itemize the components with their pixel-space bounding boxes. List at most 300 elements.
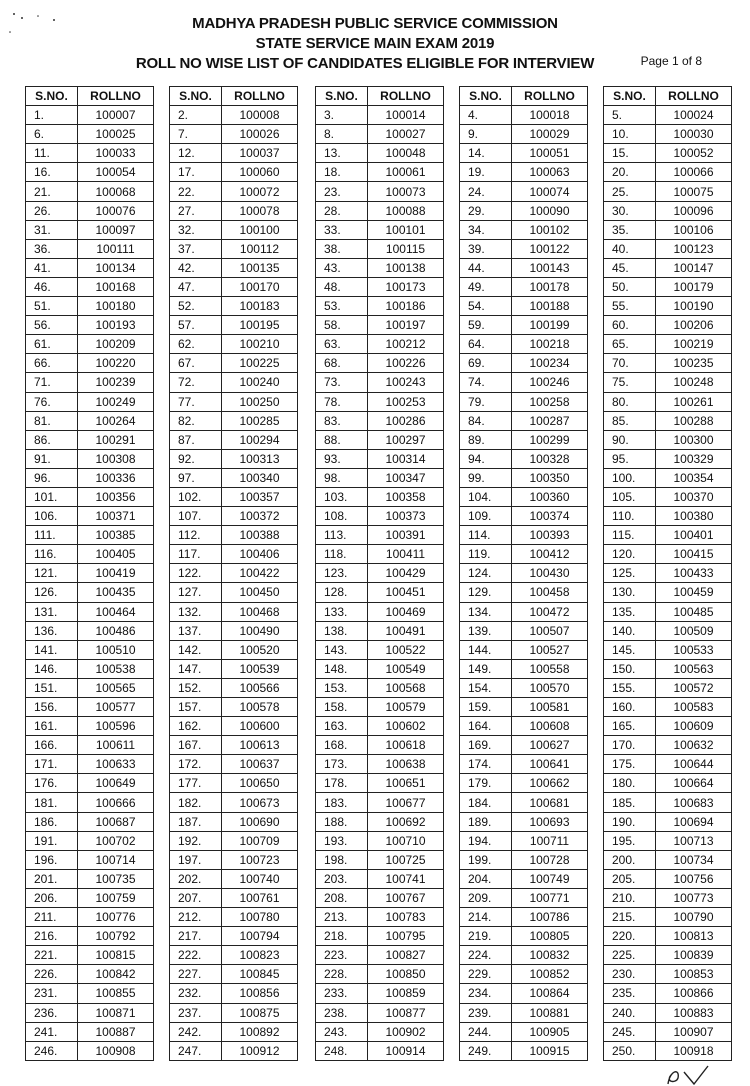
table-row [26,984,154,1003]
rollno-cell: 100490 [222,621,298,640]
table-row [26,297,154,316]
rollno-cell: 100388 [222,526,298,545]
table-row [26,430,154,449]
table-row [604,564,732,583]
rollno-cell: 100450 [222,583,298,602]
sno-cell: 19. [460,163,512,182]
sno-cell: 117. [170,545,222,564]
table-row [170,736,298,755]
table-row [460,736,588,755]
rollno-cell: 100651 [368,774,444,793]
sno-cell: 40. [604,239,656,258]
table-row [604,545,732,564]
table-row [26,908,154,927]
rollno-cell: 100135 [222,258,298,277]
rollno-cell: 100459 [656,583,732,602]
table-row [460,449,588,468]
table-row [460,965,588,984]
sno-cell: 147. [170,659,222,678]
table-row [26,354,154,373]
rollno-cell: 100209 [78,335,154,354]
table-row [26,1003,154,1022]
sno-cell: 60. [604,316,656,335]
sno-cell: 71. [26,373,78,392]
table-row [460,602,588,621]
table-row [316,621,444,640]
sno-cell: 1. [26,106,78,125]
sno-cell: 25. [604,182,656,201]
sno-cell: 101. [26,487,78,506]
sno-cell: 181. [26,793,78,812]
rollno-cell: 100711 [512,831,588,850]
rollno-cell: 100358 [368,487,444,506]
table-row [604,793,732,812]
table-row [316,965,444,984]
sno-cell: 113. [316,526,368,545]
rollno-cell: 100052 [656,144,732,163]
table-row [316,869,444,888]
table-row [316,277,444,296]
table-row [460,297,588,316]
sno-cell: 172. [170,755,222,774]
table-row [26,163,154,182]
rollno-cell: 100522 [368,640,444,659]
sno-cell: 92. [170,449,222,468]
sno-cell: 242. [170,1022,222,1041]
sno-cell: 184. [460,793,512,812]
rollno-cell: 100527 [512,640,588,659]
rollno-cell: 100458 [512,583,588,602]
sno-cell: 239. [460,1003,512,1022]
table-row [604,335,732,354]
table-row [316,736,444,755]
table-row [460,564,588,583]
sno-cell: 126. [26,583,78,602]
table-row [316,297,444,316]
rollno-cell: 100905 [512,1022,588,1041]
rollno-cell: 100235 [656,354,732,373]
sno-cell: 152. [170,678,222,697]
rollno-cell: 100206 [656,316,732,335]
sno-cell: 216. [26,927,78,946]
table-row [170,831,298,850]
sno-cell: 225. [604,946,656,965]
rollno-cell: 100565 [78,678,154,697]
table-row [170,545,298,564]
table-row [26,373,154,392]
sno-cell: 171. [26,755,78,774]
table-row [170,659,298,678]
sno-cell: 150. [604,659,656,678]
table-row [460,144,588,163]
sno-header: S.NO. [604,87,656,106]
table-row [316,640,444,659]
table-row [170,526,298,545]
rollno-header: ROLLNO [512,87,588,106]
rollno-cell: 100908 [78,1041,154,1060]
rollno-cell: 100287 [512,411,588,430]
rollno-cell: 100485 [656,602,732,621]
table-row [316,946,444,965]
rollno-cell: 100186 [368,297,444,316]
sno-cell: 29. [460,201,512,220]
rollno-cell: 100240 [222,373,298,392]
rollno-cell: 100728 [512,850,588,869]
sno-cell: 201. [26,869,78,888]
sno-cell: 55. [604,297,656,316]
sno-cell: 137. [170,621,222,640]
rollno-cell: 100637 [222,755,298,774]
table-row [604,812,732,831]
table-row [316,984,444,1003]
sno-cell: 24. [460,182,512,201]
sno-cell: 59. [460,316,512,335]
sno-cell: 129. [460,583,512,602]
rollno-cell: 100336 [78,468,154,487]
rollno-cell: 100102 [512,220,588,239]
sno-cell: 91. [26,449,78,468]
rollno-cell: 100026 [222,125,298,144]
table-row [316,793,444,812]
table-row [604,125,732,144]
rollno-cell: 100568 [368,678,444,697]
sno-cell: 226. [26,965,78,984]
sno-cell: 178. [316,774,368,793]
sno-cell: 205. [604,869,656,888]
sno-cell: 170. [604,736,656,755]
table-row [26,239,154,258]
table-row [460,946,588,965]
sno-cell: 50. [604,277,656,296]
rollno-cell: 100219 [656,335,732,354]
rollno-cell: 100609 [656,717,732,736]
rollno-cell: 100329 [656,449,732,468]
rollno-cell: 100239 [78,373,154,392]
rollno-cell: 100357 [222,487,298,506]
rollno-cell: 100767 [368,888,444,907]
sno-cell: 84. [460,411,512,430]
table-row [170,927,298,946]
rollno-cell: 100602 [368,717,444,736]
table-row [316,755,444,774]
rollno-cell: 100024 [656,106,732,125]
table-row [460,850,588,869]
rollno-cell: 100644 [656,755,732,774]
rollno-cell: 100258 [512,392,588,411]
rollno-cell: 100197 [368,316,444,335]
rollno-cell: 100815 [78,946,154,965]
sno-cell: 75. [604,373,656,392]
sno-cell: 158. [316,698,368,717]
sno-cell: 165. [604,717,656,736]
table-row [170,621,298,640]
rollno-cell: 100264 [78,411,154,430]
sno-cell: 189. [460,812,512,831]
sno-cell: 175. [604,755,656,774]
sno-cell: 191. [26,831,78,850]
table-row [316,602,444,621]
table-row [460,430,588,449]
sno-cell: 211. [26,908,78,927]
sno-cell: 104. [460,487,512,506]
sno-cell: 33. [316,220,368,239]
rollno-cell: 100776 [78,908,154,927]
sno-cell: 232. [170,984,222,1003]
sno-cell: 200. [604,850,656,869]
table-row [26,793,154,812]
sno-cell: 110. [604,507,656,526]
rollno-cell: 100539 [222,659,298,678]
rollno-cell: 100328 [512,449,588,468]
sno-cell: 16. [26,163,78,182]
rollno-cell: 100850 [368,965,444,984]
rollno-cell: 100308 [78,449,154,468]
sno-cell: 63. [316,335,368,354]
rollno-cell: 100220 [78,354,154,373]
rollno-cell: 100749 [512,869,588,888]
sno-cell: 245. [604,1022,656,1041]
table-row [604,1003,732,1022]
sno-cell: 85. [604,411,656,430]
rollno-cell: 100875 [222,1003,298,1022]
rollno-cell: 100225 [222,354,298,373]
rollno-cell: 100735 [78,869,154,888]
table-row [26,277,154,296]
sno-cell: 159. [460,698,512,717]
table-row [316,392,444,411]
table-row [316,411,444,430]
table-row [26,659,154,678]
rollno-cell: 100291 [78,430,154,449]
sno-cell: 131. [26,602,78,621]
rollno-cell: 100097 [78,220,154,239]
table-row [604,602,732,621]
rollno-cell: 100226 [368,354,444,373]
sno-cell: 66. [26,354,78,373]
rollno-cell: 100234 [512,354,588,373]
rollno-cell: 100243 [368,373,444,392]
table-row [170,430,298,449]
rollno-cell: 100179 [656,277,732,296]
rollno-cell: 100422 [222,564,298,583]
table-row [460,411,588,430]
table-row [460,1003,588,1022]
sno-cell: 162. [170,717,222,736]
sno-cell: 229. [460,965,512,984]
rollno-cell: 100286 [368,411,444,430]
table-row [604,392,732,411]
table-row [170,239,298,258]
sno-cell: 209. [460,888,512,907]
rollno-cell: 100060 [222,163,298,182]
table-row [604,755,732,774]
rollno-header: ROLLNO [222,87,298,106]
rollno-header: ROLLNO [368,87,444,106]
table-row [316,908,444,927]
sno-cell: 76. [26,392,78,411]
table-row [26,220,154,239]
sno-cell: 38. [316,239,368,258]
sno-cell: 14. [460,144,512,163]
table-row [170,678,298,697]
table-row [460,468,588,487]
sno-cell: 36. [26,239,78,258]
sno-cell: 111. [26,526,78,545]
table-row [460,698,588,717]
rollno-cell: 100027 [368,125,444,144]
rollno-cell: 100871 [78,1003,154,1022]
sno-cell: 248. [316,1041,368,1060]
signature-mark [650,1062,730,1086]
table-row [460,755,588,774]
sno-cell: 244. [460,1022,512,1041]
sno-cell: 236. [26,1003,78,1022]
rollno-cell: 100180 [78,297,154,316]
sno-header: S.NO. [26,87,78,106]
table-row [604,927,732,946]
sno-cell: 3. [316,106,368,125]
sno-cell: 69. [460,354,512,373]
sno-header: S.NO. [460,87,512,106]
sno-cell: 68. [316,354,368,373]
table-row [170,468,298,487]
roll-table [603,86,732,1061]
rollno-cell: 100195 [222,316,298,335]
rollno-cell: 100030 [656,125,732,144]
sno-cell: 109. [460,507,512,526]
rollno-cell: 100063 [512,163,588,182]
sno-cell: 207. [170,888,222,907]
sno-cell: 141. [26,640,78,659]
table-row [170,965,298,984]
rollno-cell: 100740 [222,869,298,888]
rollno-cell: 100725 [368,850,444,869]
sno-cell: 2. [170,106,222,125]
rollno-cell: 100902 [368,1022,444,1041]
rollno-cell: 100600 [222,717,298,736]
sno-cell: 180. [604,774,656,793]
roll-table [25,86,154,1061]
sno-cell: 7. [170,125,222,144]
sno-cell: 20. [604,163,656,182]
table-row [604,717,732,736]
rollno-cell: 100892 [222,1022,298,1041]
table-row [170,812,298,831]
sno-cell: 13. [316,144,368,163]
sno-cell: 215. [604,908,656,927]
table-row [460,545,588,564]
table-row [316,125,444,144]
table-row [26,487,154,506]
table-row [460,354,588,373]
table-row [604,239,732,258]
rollno-cell: 100613 [222,736,298,755]
table-row [316,583,444,602]
sno-cell: 157. [170,698,222,717]
sno-cell: 6. [26,125,78,144]
table-row [604,698,732,717]
sno-cell: 231. [26,984,78,1003]
rollno-header: ROLLNO [78,87,154,106]
sno-cell: 49. [460,277,512,296]
table-row [26,927,154,946]
sno-cell: 163. [316,717,368,736]
table-row [26,1041,154,1060]
rollno-cell: 100692 [368,812,444,831]
sno-cell: 56. [26,316,78,335]
sno-cell: 103. [316,487,368,506]
rollno-cell: 100713 [656,831,732,850]
rollno-cell: 100372 [222,507,298,526]
table-row [170,182,298,201]
rollno-cell: 100783 [368,908,444,927]
table-row [316,1022,444,1041]
sno-cell: 241. [26,1022,78,1041]
rollno-cell: 100360 [512,487,588,506]
rollno-cell: 100374 [512,507,588,526]
table-row [460,621,588,640]
rollno-cell: 100096 [656,201,732,220]
rollno-cell: 100681 [512,793,588,812]
rollno-cell: 100199 [512,316,588,335]
rollno-cell: 100790 [656,908,732,927]
sno-cell: 166. [26,736,78,755]
commission-title: MADHYA PRADESH PUBLIC SERVICE COMMISSION [192,15,558,32]
sno-cell: 140. [604,621,656,640]
table-row [170,793,298,812]
rollno-cell: 100558 [512,659,588,678]
sno-cell: 77. [170,392,222,411]
table-row [170,392,298,411]
table-row [460,316,588,335]
sno-cell: 247. [170,1041,222,1060]
table-row [26,1022,154,1041]
sno-cell: 18. [316,163,368,182]
table-row [316,545,444,564]
rollno-cell: 100111 [78,239,154,258]
rollno-cell: 100773 [656,888,732,907]
sno-cell: 83. [316,411,368,430]
table-row [604,831,732,850]
rollno-cell: 100299 [512,430,588,449]
rollno-cell: 100572 [656,678,732,697]
sno-cell: 123. [316,564,368,583]
rollno-cell: 100794 [222,927,298,946]
table-row [170,1003,298,1022]
table-row [316,1041,444,1060]
rollno-cell: 100356 [78,487,154,506]
table-row [316,927,444,946]
sno-cell: 52. [170,297,222,316]
table-row [170,297,298,316]
rollno-cell: 100683 [656,793,732,812]
table-row [170,144,298,163]
table-header-row [170,87,298,106]
sno-cell: 208. [316,888,368,907]
table-row [604,201,732,220]
table-row [170,1022,298,1041]
rollno-cell: 100618 [368,736,444,755]
sno-cell: 58. [316,316,368,335]
rollno-cell: 100577 [78,698,154,717]
table-row [170,946,298,965]
rollno-cell: 100170 [222,277,298,296]
table-row [604,430,732,449]
sno-cell: 81. [26,411,78,430]
table-row [170,774,298,793]
sno-cell: 139. [460,621,512,640]
table-row [460,908,588,927]
